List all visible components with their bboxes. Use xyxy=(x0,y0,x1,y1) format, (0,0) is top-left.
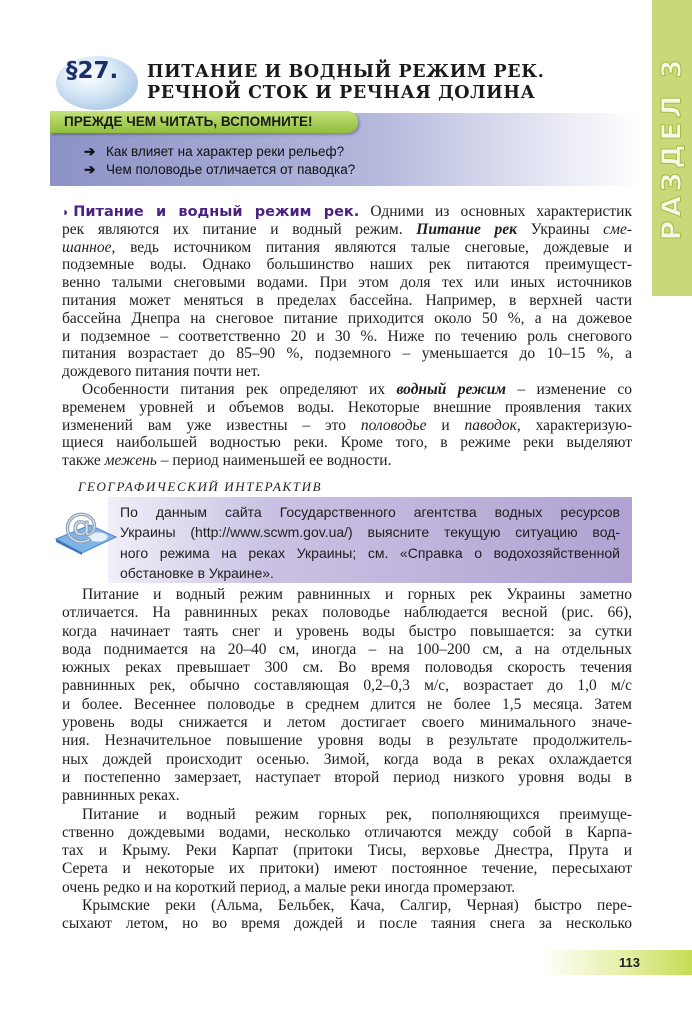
text-line xyxy=(62,274,632,292)
text-run: очень редко и на короткий период, а малые реки иногда промерзают. xyxy=(62,878,516,896)
text-run: ного режима на реках Украины; см. «Справка о водохозяйственной xyxy=(120,544,620,561)
text-line xyxy=(62,824,632,842)
title-line: РЕЧНОЙ СТОК И РЕЧНАЯ ДОЛИНА xyxy=(147,83,536,103)
text-line xyxy=(62,452,632,470)
text-run: По данным сайта Государственного агентства водных ресурсов xyxy=(120,504,620,520)
text-run: щиеся наибольшей водностью реки. Кроме того, в режиме реки выделяют xyxy=(62,434,632,452)
title-line: ПИТАНИЕ И ВОДНЫЙ РЕЖИМ РЕК. xyxy=(147,62,545,82)
text-run: также xyxy=(62,452,105,470)
text-run: тах и Крыму. Реки Карпат (притоки Тисы, верховье Днестра, Прута и xyxy=(62,842,632,860)
term: шанное xyxy=(62,238,112,256)
text-line xyxy=(62,751,632,769)
text-run: и постепенно замерзает, наступает второй период низкого уровня воды в xyxy=(62,768,632,786)
text-run: Питание и водный режим горных рек, пополняющихся преимуще- xyxy=(82,805,632,823)
body-text-top xyxy=(62,203,632,470)
body-text-bottom xyxy=(62,586,632,934)
text-run: вода поднимается на 20–40 см, иногда – на 100–200 см, а на отдельных xyxy=(62,640,632,658)
recall-question xyxy=(84,162,355,178)
paragraph xyxy=(62,586,632,806)
arrow-right-icon: ➔ xyxy=(84,162,96,177)
text-run: южных реках превышает 300 см. Во время половодья скорость течения xyxy=(62,659,632,677)
recall-banner-label: ПРЕЖДЕ ЧЕМ ЧИТАТЬ, ВСПОМНИТЕ! xyxy=(64,114,313,129)
text-run: питания возрастает до 85–90 %, подземного – уменьшается до 10–15 %, а xyxy=(62,345,632,363)
text-line xyxy=(62,434,632,452)
text-run: Особенности питания рек определяют их xyxy=(82,380,397,398)
text-line xyxy=(62,897,632,915)
text-line xyxy=(62,310,632,328)
text-run: рек являются их питание и водный режим. xyxy=(62,220,417,238)
text-run: и xyxy=(426,416,465,434)
text-run: бассейна Днепра на снеговое питание приходится около 50 %, а на дожевое xyxy=(62,309,632,327)
page-title xyxy=(147,62,544,104)
text-run: равнинных рек, обычно составляющая 0,2–0,3 м/с, возрастает до 1,0 м/с xyxy=(62,677,632,695)
text-run: подземные воды. Однако большинство наших рек питаются преимущест- xyxy=(62,256,632,274)
svg-text:@: @ xyxy=(64,506,98,546)
text-line xyxy=(62,623,632,641)
text-line xyxy=(62,221,632,239)
paragraph xyxy=(62,203,632,381)
text-run: венно талыми снеговыми водами. При этом доля тех или иных источников xyxy=(62,274,632,292)
text-run: ных дождей происходит осенью. Зимой, когда вода в реках охлаждается xyxy=(62,750,632,768)
text-line xyxy=(120,522,620,542)
paragraph xyxy=(62,381,632,470)
paragraph xyxy=(62,897,632,934)
text-line xyxy=(62,239,632,257)
text-run: и подземное – соответственно 20 и 30 %. Ниже по течению роль снегового xyxy=(62,327,632,345)
text-line xyxy=(62,399,632,417)
term: Питание рек xyxy=(416,220,518,238)
interactive-heading: ГЕОГРАФИЧЕСКИЙ ИНТЕРАКТИВ xyxy=(78,479,323,494)
text-run: – период наименьшей ее водности. xyxy=(156,452,392,470)
text-run: сыхают летом, но во время дождей и после таяния снега за несколько xyxy=(62,915,632,933)
text-line xyxy=(62,842,632,860)
text-line xyxy=(62,604,632,622)
page-number-box xyxy=(540,950,692,975)
text-run: отличается. На равнинных реках половодье наблюдается весной (рис. 66), xyxy=(62,604,632,622)
text-line xyxy=(62,915,632,933)
text-run: дождевого питания почти нет. xyxy=(62,363,261,381)
term: сме- xyxy=(603,220,632,238)
term: водный режим xyxy=(396,380,506,398)
question-text: Чем половодье отличается от паводка? xyxy=(106,162,356,177)
text-line xyxy=(62,381,632,399)
section-label: РАЗДЕЛ 3 xyxy=(656,55,688,241)
text-run: и более. Весеннее половодье в среднем длится не более 1,5 месяца. Затем xyxy=(62,695,632,713)
text-line xyxy=(62,345,632,363)
text-run: ния. Незначительное повышение уровня воды в результате продолжитель- xyxy=(62,732,632,750)
text-line xyxy=(62,806,632,824)
text-line xyxy=(62,641,632,659)
text-run: Украины xyxy=(517,220,604,238)
text-run: Питание и водный режим равнинных и горных рек Украины заметно xyxy=(82,586,632,603)
email-at-icon xyxy=(52,505,118,555)
text-run: уровень воды снижается и летом достигает своего минимального значе- xyxy=(62,714,632,732)
text-line xyxy=(120,502,620,522)
text-line xyxy=(62,417,632,435)
recall-banner xyxy=(50,111,358,133)
text-run: изменений вам уже известны – это xyxy=(62,416,361,434)
text-run: равнинных реках. xyxy=(62,787,180,805)
text-run: Серета и некоторые их притоки) имеют постоянное течение, пересыхают xyxy=(62,860,632,878)
recall-question xyxy=(84,144,344,160)
text-line xyxy=(62,732,632,750)
term: межень xyxy=(104,452,157,470)
text-line xyxy=(62,363,632,381)
text-run: временем уровней и объемов воды. Некоторые внешние проявления таких xyxy=(62,398,632,416)
text-run: Крымские реки (Альма, Бельбек, Кача, Салгир, Черная) быстро пере- xyxy=(82,897,632,915)
section-tab xyxy=(652,0,692,296)
interactive-text xyxy=(120,502,620,583)
text-line xyxy=(62,203,632,221)
text-line xyxy=(62,659,632,677)
text-run: обстановке в Украине». xyxy=(120,564,274,581)
text-run: питания может меняться в пределах бассейна. Например, в верхней части xyxy=(62,291,632,309)
bullet-icon: ◗ xyxy=(62,205,70,219)
text-line xyxy=(120,543,620,563)
text-run: Украины (http://www.scwm.gov.ua/) выясните текущую ситуацию вод- xyxy=(120,524,620,541)
text-run: когда начинает таять снег и уровень воды быстро повышается: за сутки xyxy=(62,622,632,640)
text-line xyxy=(62,256,632,274)
text-line xyxy=(62,696,632,714)
term: половодье xyxy=(360,416,427,434)
text-line xyxy=(62,879,632,897)
text-run: , характеризую- xyxy=(516,416,633,434)
text-line xyxy=(62,769,632,787)
arrow-right-icon: ➔ xyxy=(84,144,96,159)
question-text: Как влияет на характер реки рельеф? xyxy=(106,144,345,159)
section-number: §27. xyxy=(66,58,119,84)
text-run: , ведь источником питания являются талые снеговые, дождевые и xyxy=(111,238,632,256)
text-line xyxy=(62,677,632,695)
term: паводок xyxy=(464,416,517,434)
text-line xyxy=(62,328,632,346)
paragraph xyxy=(62,806,632,897)
text-line xyxy=(62,714,632,732)
subheading: Питание и водный режим рек. xyxy=(73,204,360,220)
text-line xyxy=(62,860,632,878)
interactive-box xyxy=(108,497,632,583)
text-line xyxy=(62,787,632,805)
text-line xyxy=(62,586,632,604)
page-number: 113 xyxy=(619,955,640,970)
text-run: – изменение со xyxy=(506,380,632,398)
text-run: Одними из основных характеристик xyxy=(359,203,632,220)
text-line xyxy=(120,563,620,583)
text-run: ственно дождевыми водами, несколько отличаются между собой в Карпа- xyxy=(62,823,632,841)
text-line xyxy=(62,292,632,310)
